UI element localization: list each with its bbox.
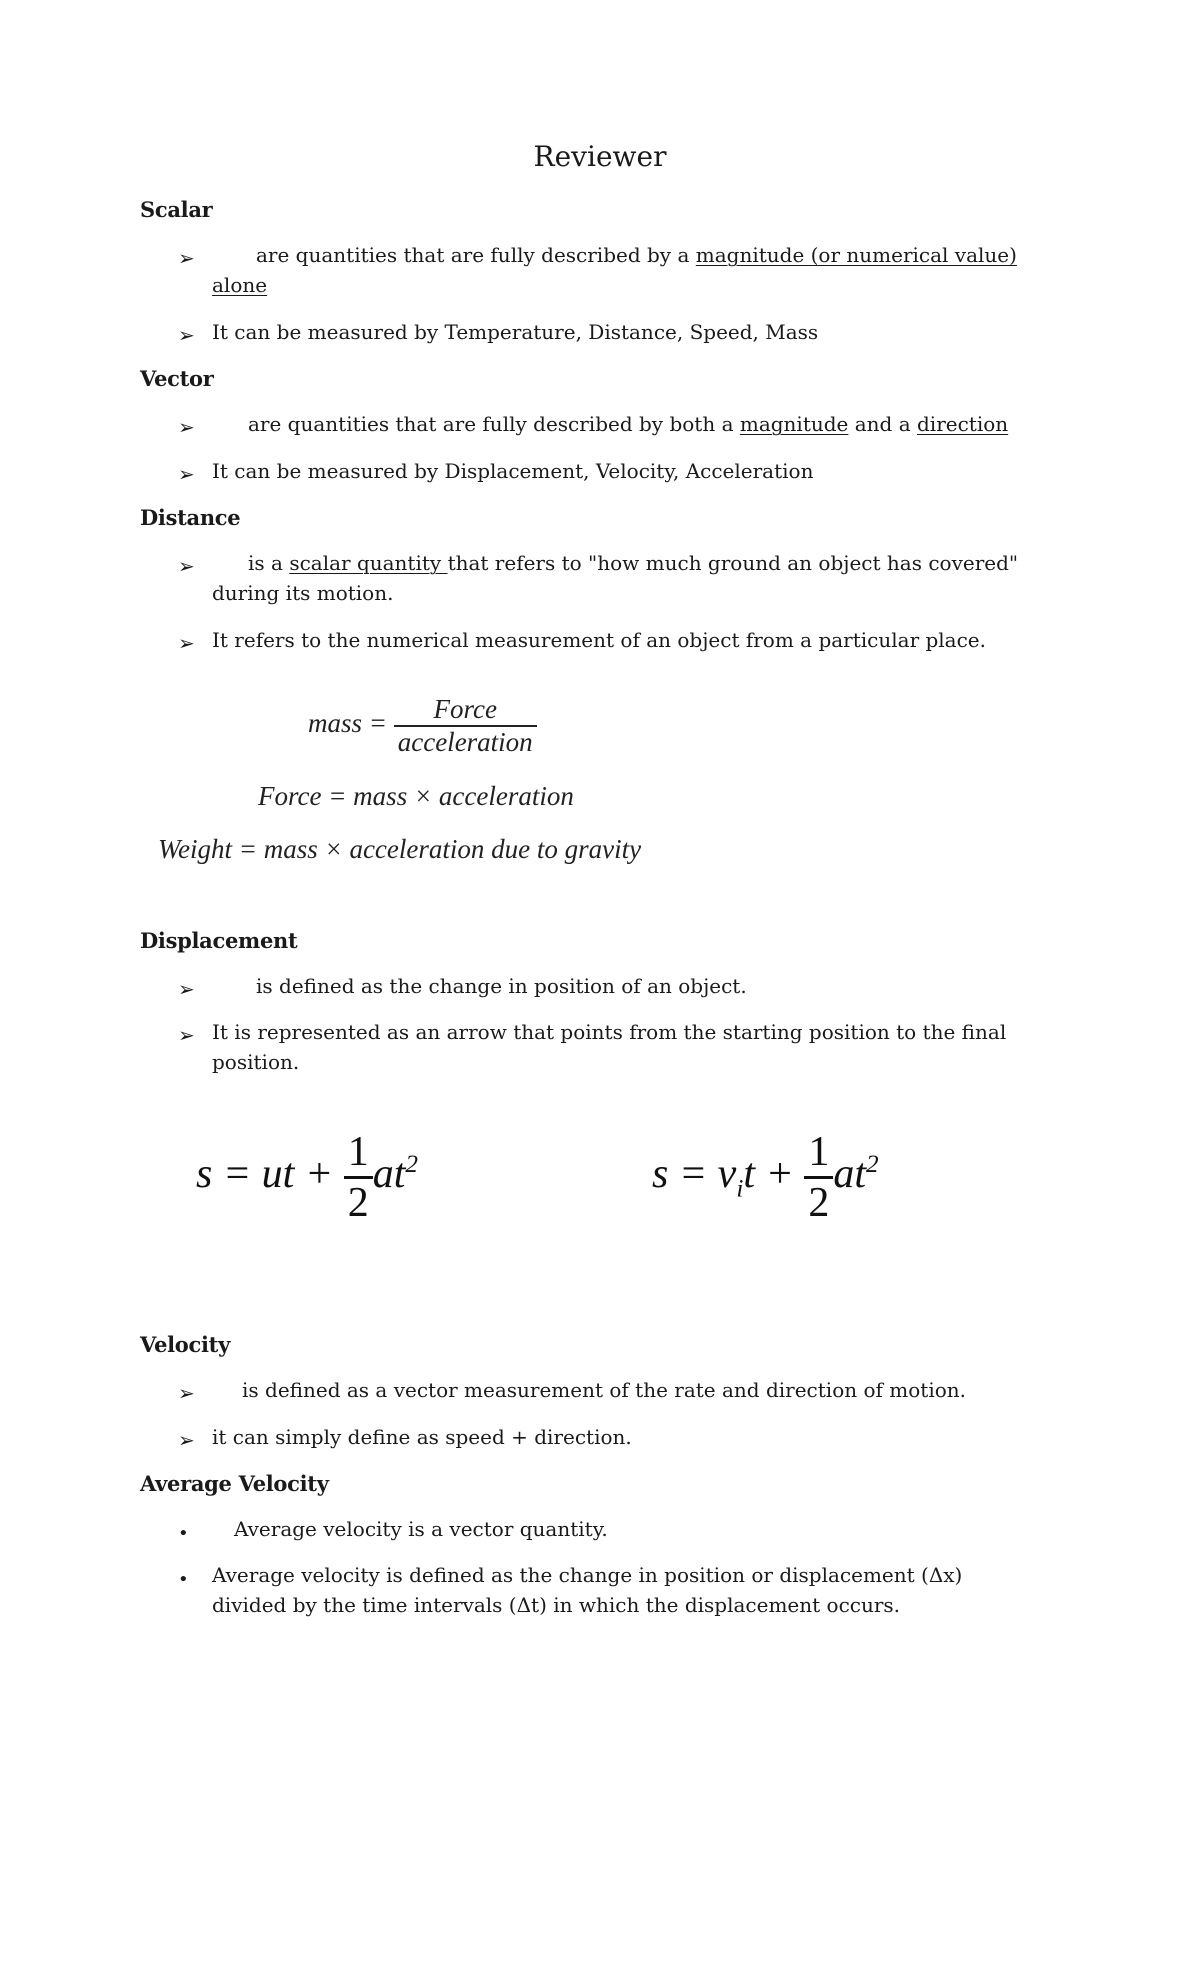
distance-bullet-2: It refers to the numerical measurement of an object from a particular place.	[212, 628, 987, 652]
heading-vector: Vector	[140, 366, 214, 391]
bullet-arrow-icon: ➢	[178, 415, 195, 439]
heading-average-velocity: Average Velocity	[140, 1471, 329, 1496]
velocity-bullet-1: is defined as a vector measurement of the rate and direction of motion.	[242, 1378, 966, 1402]
bullet-arrow-icon: ➢	[178, 323, 195, 347]
average-velocity-bullet-2: Average velocity is defined as the change in position or displacement (Δx) divided by the time intervals (Δt) in which the displacement occurs.	[212, 1563, 963, 1617]
bullet-arrow-icon: ➢	[178, 1381, 195, 1405]
bullet-arrow-icon: ➢	[178, 246, 195, 270]
bullet-arrow-icon: ➢	[178, 1428, 195, 1452]
scalar-bullet-1: are quantities that are fully described by a magnitude (or numerical value) alone	[212, 243, 1017, 297]
bullet-dot-icon: •	[178, 1569, 189, 1590]
fraction: $\frac{1}{2}$	[344, 1128, 373, 1227]
distance-bullet-1: is a scalar quantity that refers to "how much ground an object has covered" during its motion.	[212, 551, 1019, 605]
equation-displacement-1: s = ut + $\frac{1}{2}$ $at^2$	[196, 1129, 418, 1226]
heading-displacement: Displacement	[140, 928, 298, 953]
equation-mass: mass = $\frac{\text{Force}}{\text{acceleration}}$	[308, 694, 537, 758]
vector-bullet-1: are quantities that are fully described by both a magnitude and a direction	[248, 412, 1009, 436]
bullet-arrow-icon: ➢	[178, 554, 195, 578]
vector-bullet-2: It can be measured by Displacement, Velocity, Acceleration	[212, 459, 814, 483]
fraction: $\frac{1}{2}$	[804, 1128, 833, 1227]
velocity-bullet-2: it can simply define as speed + direction.	[212, 1425, 632, 1449]
displacement-bullet-1: is defined as the change in position of an object.	[256, 974, 747, 998]
equation-force: Force = mass × acceleration	[258, 781, 574, 811]
scalar-bullet-2: It can be measured by Temperature, Distance, Speed, Mass	[212, 320, 819, 344]
page-title: Reviewer	[533, 140, 667, 173]
fraction: $\frac{\text{Force}}{\text{acceleration}}$	[394, 694, 537, 758]
bullet-arrow-icon: ➢	[178, 977, 195, 1001]
bullet-arrow-icon: ➢	[178, 462, 195, 486]
heading-scalar: Scalar	[140, 197, 213, 222]
heading-velocity: Velocity	[140, 1332, 230, 1357]
bullet-dot-icon: •	[178, 1523, 189, 1544]
bullet-arrow-icon: ➢	[178, 1023, 195, 1047]
equation-displacement-2: $s = v_it$ + $\frac{1}{2}$ $at^2$	[652, 1129, 879, 1226]
bullet-arrow-icon: ➢	[178, 631, 195, 655]
displacement-bullet-2: It is represented as an arrow that points from the starting position to the final position.	[212, 1020, 1007, 1074]
heading-distance: Distance	[140, 505, 241, 530]
equation-weight: Weight = mass × acceleration due to gravity	[158, 834, 642, 864]
average-velocity-bullet-1: Average velocity is a vector quantity.	[234, 1517, 608, 1541]
